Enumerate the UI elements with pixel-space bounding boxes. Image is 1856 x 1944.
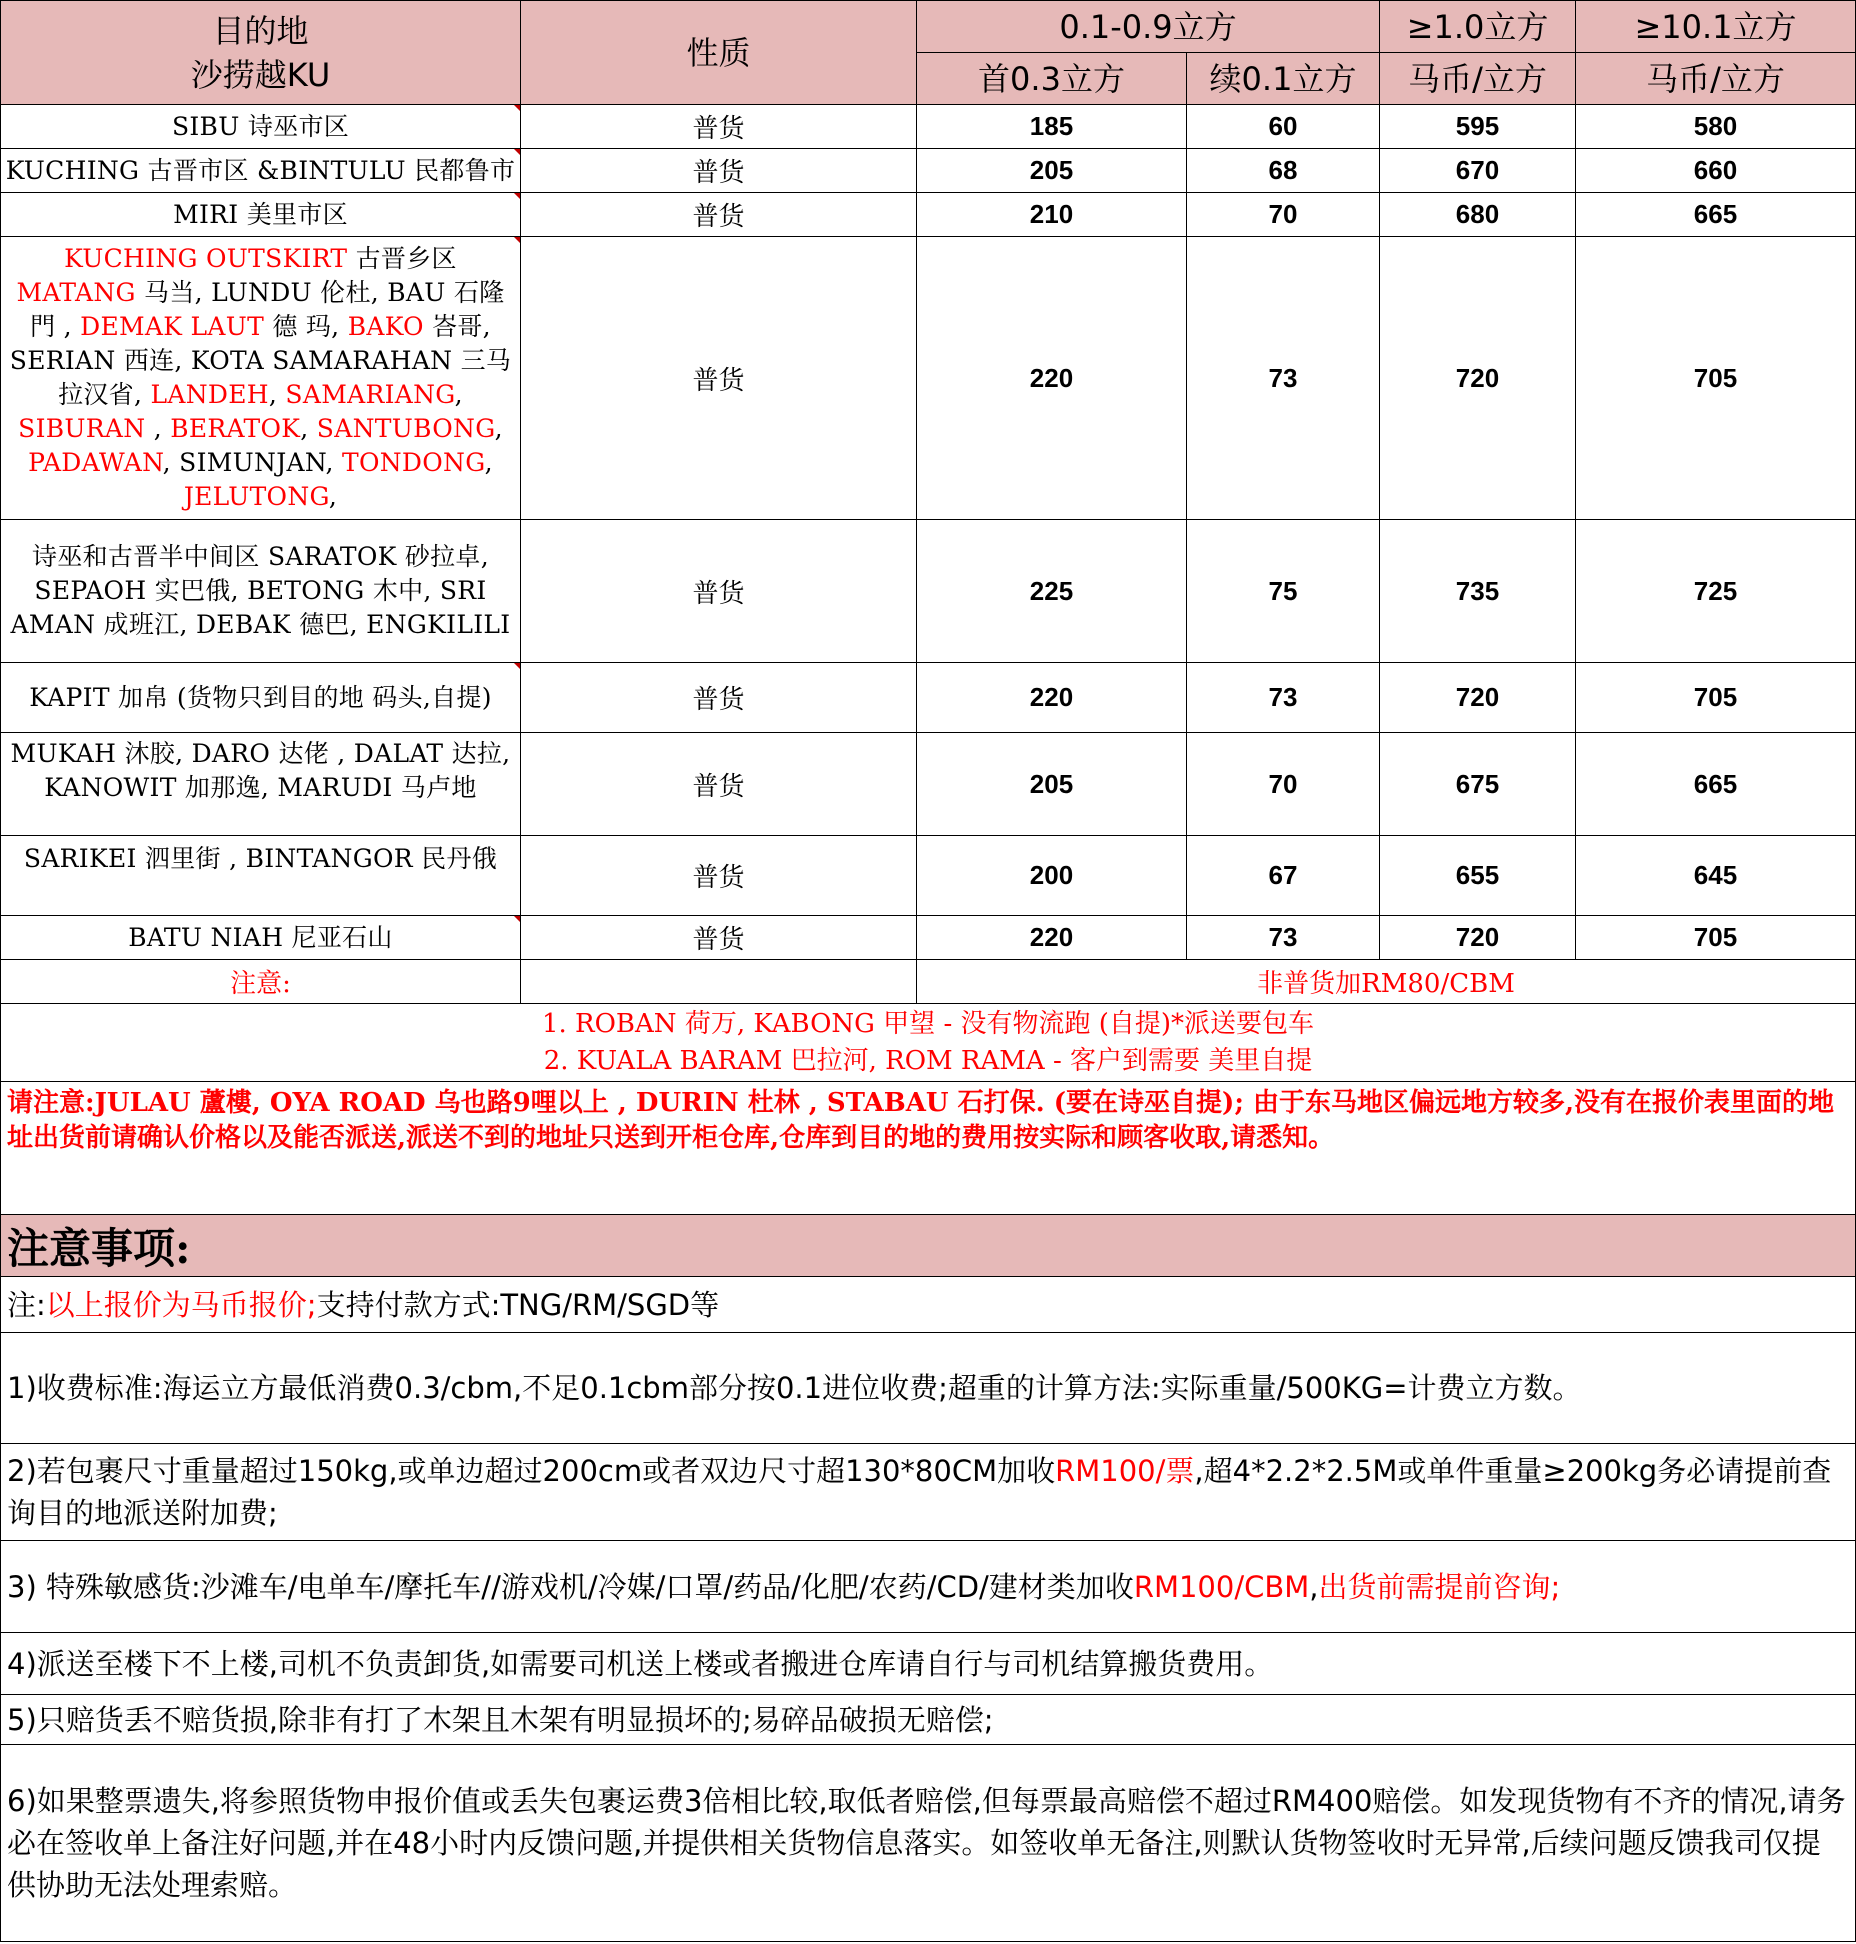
notice-item-6: 6)如果整票遗失,将参照货物申报价值或丢失包裹运费3倍相比较,取低者赔偿,但每票最高赔偿不超过RM400赔偿。如发现货物有不齐的情况,请务必在签收单上备注好问题,并在48小时内反馈问题,并提供相关货物信息落实。如签收单无备注,则默认货物签收时无异常,后续问题反馈我司仅提供协助无法处理索赔。 bbox=[1, 1745, 1856, 1942]
notice-item-1: 1)收费标准:海运立方最低消费0.3/cbm,不足0.1cbm部分按0.1进位收费;超重的计算方法:实际重量/500KG=计费立方数。 bbox=[1, 1333, 1856, 1444]
row-nature: 普货 bbox=[521, 149, 917, 193]
destination-text: , bbox=[328, 482, 338, 511]
price-extra: 70 bbox=[1187, 193, 1380, 237]
destination-text: SIBU 诗巫市区 bbox=[171, 111, 350, 141]
notice-item-2-red: RM100/票 bbox=[1055, 1454, 1195, 1488]
destination-text: SAMARIANG bbox=[285, 380, 455, 409]
non-general-surcharge: 非普货加RM80/CBM bbox=[917, 960, 1856, 1004]
destination-text: , bbox=[454, 380, 463, 409]
header-destination-line1: 目的地 bbox=[212, 11, 309, 50]
price-10cbm: 725 bbox=[1576, 520, 1856, 663]
price-first: 220 bbox=[917, 916, 1187, 960]
note-label: 注意: bbox=[1, 960, 521, 1004]
notice-currency bbox=[1, 1277, 1856, 1333]
destination-text: , bbox=[300, 414, 317, 443]
price-first: 220 bbox=[917, 663, 1187, 733]
price-10cbm: 705 bbox=[1576, 916, 1856, 960]
notice-item-2-text: 2)若包裹尺寸重量超过150kg,或单边超过200cm或者双边尺寸超130*80CM加收 bbox=[7, 1454, 1056, 1488]
row-destination bbox=[1, 916, 521, 960]
notice-item-3-text: 3) 特殊敏感货:沙滩车/电单车/摩托车//游戏机/冷媒/口罩/药品/化肥/农药/CD/建材类加收 bbox=[7, 1569, 1134, 1604]
destination-text: KUCHING 古晋市区 &BINTULU 民都鲁市 bbox=[5, 155, 516, 185]
destination-text: JELUTONG bbox=[183, 482, 329, 511]
destination-text: MATANG bbox=[16, 278, 136, 307]
destination-text: KAPIT 加帛 (货物只到目的地 码头,自提) bbox=[29, 682, 492, 712]
table-row bbox=[1, 520, 1856, 663]
price-10cbm: 580 bbox=[1576, 105, 1856, 149]
price-extra: 70 bbox=[1187, 733, 1380, 836]
price-extra: 67 bbox=[1187, 836, 1380, 916]
row-destination bbox=[1, 105, 521, 149]
header-nature: 性质 bbox=[521, 1, 917, 105]
price-10cbm: 705 bbox=[1576, 237, 1856, 520]
header-first-volume: 首0.3立方 bbox=[917, 53, 1187, 105]
destination-text: 德 玛, bbox=[264, 312, 348, 341]
price-1cbm: 720 bbox=[1380, 916, 1576, 960]
notice-currency-rest: 支持付款方式:TNG/RM/SGD等 bbox=[316, 1287, 720, 1322]
remote-area-warning: 请注意:JULAU 蘆樓, OYA ROAD 乌也路9哩以上 , DURIN 杜林 , STABAU 石打保. (要在诗巫自提); 由于东马地区偏远地方较多,没有在报价表里面的地址出货前请确认价格以及能否派送,派送不到的地址只送到开柜仓库,仓库到目的地的费用按实际和顾客收取,请悉知。 bbox=[1, 1082, 1856, 1215]
row-destination bbox=[1, 193, 521, 237]
price-first: 205 bbox=[917, 733, 1187, 836]
destination-text: KUCHING OUTSKIRT bbox=[64, 244, 348, 273]
notice-item-3-sep: , bbox=[1309, 1569, 1319, 1604]
note-empty-cell bbox=[521, 960, 917, 1004]
header-destination-line2: 沙捞越KU bbox=[190, 55, 331, 94]
row-destination bbox=[1, 836, 521, 916]
destination-text: PADAWAN bbox=[28, 448, 163, 477]
price-extra: 73 bbox=[1187, 663, 1380, 733]
destination-text: , bbox=[494, 414, 503, 443]
price-extra: 75 bbox=[1187, 520, 1380, 663]
header-unit-1: 马币/立方 bbox=[1380, 53, 1576, 105]
destination-text: DEMAK LAUT bbox=[80, 312, 265, 341]
price-10cbm: 665 bbox=[1576, 733, 1856, 836]
header-range-small: 0.1-0.9立方 bbox=[917, 1, 1380, 53]
table-row bbox=[1, 105, 1856, 149]
row-nature: 普货 bbox=[521, 193, 917, 237]
table-row bbox=[1, 149, 1856, 193]
notice-currency-prefix: 注: bbox=[7, 1287, 46, 1322]
price-1cbm: 720 bbox=[1380, 663, 1576, 733]
price-1cbm: 655 bbox=[1380, 836, 1576, 916]
price-1cbm: 595 bbox=[1380, 105, 1576, 149]
special-routes bbox=[1, 1004, 1856, 1082]
destination-text: , SIMUNJAN, bbox=[162, 448, 342, 477]
destination-text: BATU NIAH 尼亚石山 bbox=[128, 922, 393, 952]
destination-text: 峇哥, SERIAN 西连, KOTA SAMARAHAN 三马拉汉省, bbox=[9, 312, 512, 409]
notice-item-3 bbox=[1, 1541, 1856, 1633]
table-row bbox=[1, 836, 1856, 916]
price-first: 220 bbox=[917, 237, 1187, 520]
row-destination bbox=[1, 149, 521, 193]
notice-item-4: 4)派送至楼下不上楼,司机不负责卸货,如需要司机送上楼或者搬进仓库请自行与司机结算搬货费用。 bbox=[1, 1633, 1856, 1695]
notice-title: 注意事项: bbox=[1, 1215, 1856, 1277]
header-range-1: ≥1.0立方 bbox=[1380, 1, 1576, 53]
destination-text: BERATOK bbox=[170, 414, 301, 443]
price-1cbm: 670 bbox=[1380, 149, 1576, 193]
row-nature: 普货 bbox=[521, 237, 917, 520]
notice-item-3-red: RM100/CBM bbox=[1133, 1569, 1310, 1604]
notice-item-2-text2: ,超4*2.2*2.5M或单件重量≥200kg务必请提前查询目的地派送附加费; bbox=[7, 1454, 1832, 1530]
price-10cbm: 665 bbox=[1576, 193, 1856, 237]
destination-text: TONDONG bbox=[341, 448, 485, 477]
price-first: 210 bbox=[917, 193, 1187, 237]
table-row bbox=[1, 916, 1856, 960]
price-10cbm: 645 bbox=[1576, 836, 1856, 916]
row-nature: 普货 bbox=[521, 916, 917, 960]
special-route-1: 1. ROBAN 荷万, KABONG 甲望 - 没有物流跑 (自提)*派送要包车 bbox=[541, 1008, 1315, 1039]
table-row bbox=[1, 663, 1856, 733]
price-1cbm: 680 bbox=[1380, 193, 1576, 237]
destination-text: SARIKEI 泗里街 , BINTANGOR 民丹俄 bbox=[23, 844, 498, 873]
price-1cbm: 720 bbox=[1380, 237, 1576, 520]
header-destination bbox=[1, 1, 521, 105]
price-first: 205 bbox=[917, 149, 1187, 193]
destination-text: BAKO bbox=[347, 312, 424, 341]
destination-text: SIBURAN bbox=[18, 414, 146, 443]
destination-text: MIRI 美里市区 bbox=[173, 199, 348, 229]
header-extra-volume: 续0.1立方 bbox=[1187, 53, 1380, 105]
row-nature: 普货 bbox=[521, 520, 917, 663]
header-unit-10: 马币/立方 bbox=[1576, 53, 1856, 105]
destination-text: 诗巫和古晋半中间区 SARATOK 砂拉卓, SEPAOH 实巴俄, BETONG 木中, SRI AMAN 成班江, DEBAK 德巴, ENGKILILI bbox=[10, 542, 511, 639]
row-nature: 普货 bbox=[521, 836, 917, 916]
header-range-10: ≥10.1立方 bbox=[1576, 1, 1856, 53]
row-destination bbox=[1, 237, 521, 520]
price-1cbm: 735 bbox=[1380, 520, 1576, 663]
row-nature: 普货 bbox=[521, 105, 917, 149]
notice-item-3-red2: 出货前需提前咨询; bbox=[1318, 1569, 1561, 1604]
table-row bbox=[1, 193, 1856, 237]
price-extra: 73 bbox=[1187, 237, 1380, 520]
price-10cbm: 660 bbox=[1576, 149, 1856, 193]
price-extra: 73 bbox=[1187, 916, 1380, 960]
destination-text: 古晋乡区 bbox=[347, 244, 457, 273]
price-extra: 60 bbox=[1187, 105, 1380, 149]
table-row bbox=[1, 733, 1856, 836]
destination-text: MUKAH 沐胶, DARO 达佬 , DALAT 达拉, KANOWIT 加那逸, MARUDI 马卢地 bbox=[10, 739, 511, 802]
row-destination bbox=[1, 663, 521, 733]
price-first: 185 bbox=[917, 105, 1187, 149]
notice-item-5: 5)只赔货丢不赔货损,除非有打了木架且木架有明显损坏的;易碎品破损无赔偿; bbox=[1, 1695, 1856, 1745]
price-extra: 68 bbox=[1187, 149, 1380, 193]
price-first: 200 bbox=[917, 836, 1187, 916]
table-row bbox=[1, 237, 1856, 520]
row-nature: 普货 bbox=[521, 663, 917, 733]
destination-text: , bbox=[268, 380, 286, 409]
price-1cbm: 675 bbox=[1380, 733, 1576, 836]
special-route-2: 2. KUALA BARAM 巴拉河, ROM RAMA - 客户到需要 美里自提 bbox=[543, 1045, 1313, 1076]
row-nature: 普货 bbox=[521, 733, 917, 836]
notice-currency-red: 以上报价为马币报价; bbox=[45, 1287, 317, 1322]
row-destination bbox=[1, 733, 521, 836]
destination-text: LANDEH bbox=[150, 380, 269, 409]
notice-item-2 bbox=[1, 1444, 1856, 1541]
destination-text: , bbox=[484, 448, 493, 477]
price-first: 225 bbox=[917, 520, 1187, 663]
destination-text: SANTUBONG bbox=[316, 414, 495, 443]
destination-text: 马当, LUNDU 伦杜, BAU 石隆門 , bbox=[30, 278, 505, 341]
destination-text: , bbox=[145, 414, 171, 443]
price-10cbm: 705 bbox=[1576, 663, 1856, 733]
row-destination bbox=[1, 520, 521, 663]
